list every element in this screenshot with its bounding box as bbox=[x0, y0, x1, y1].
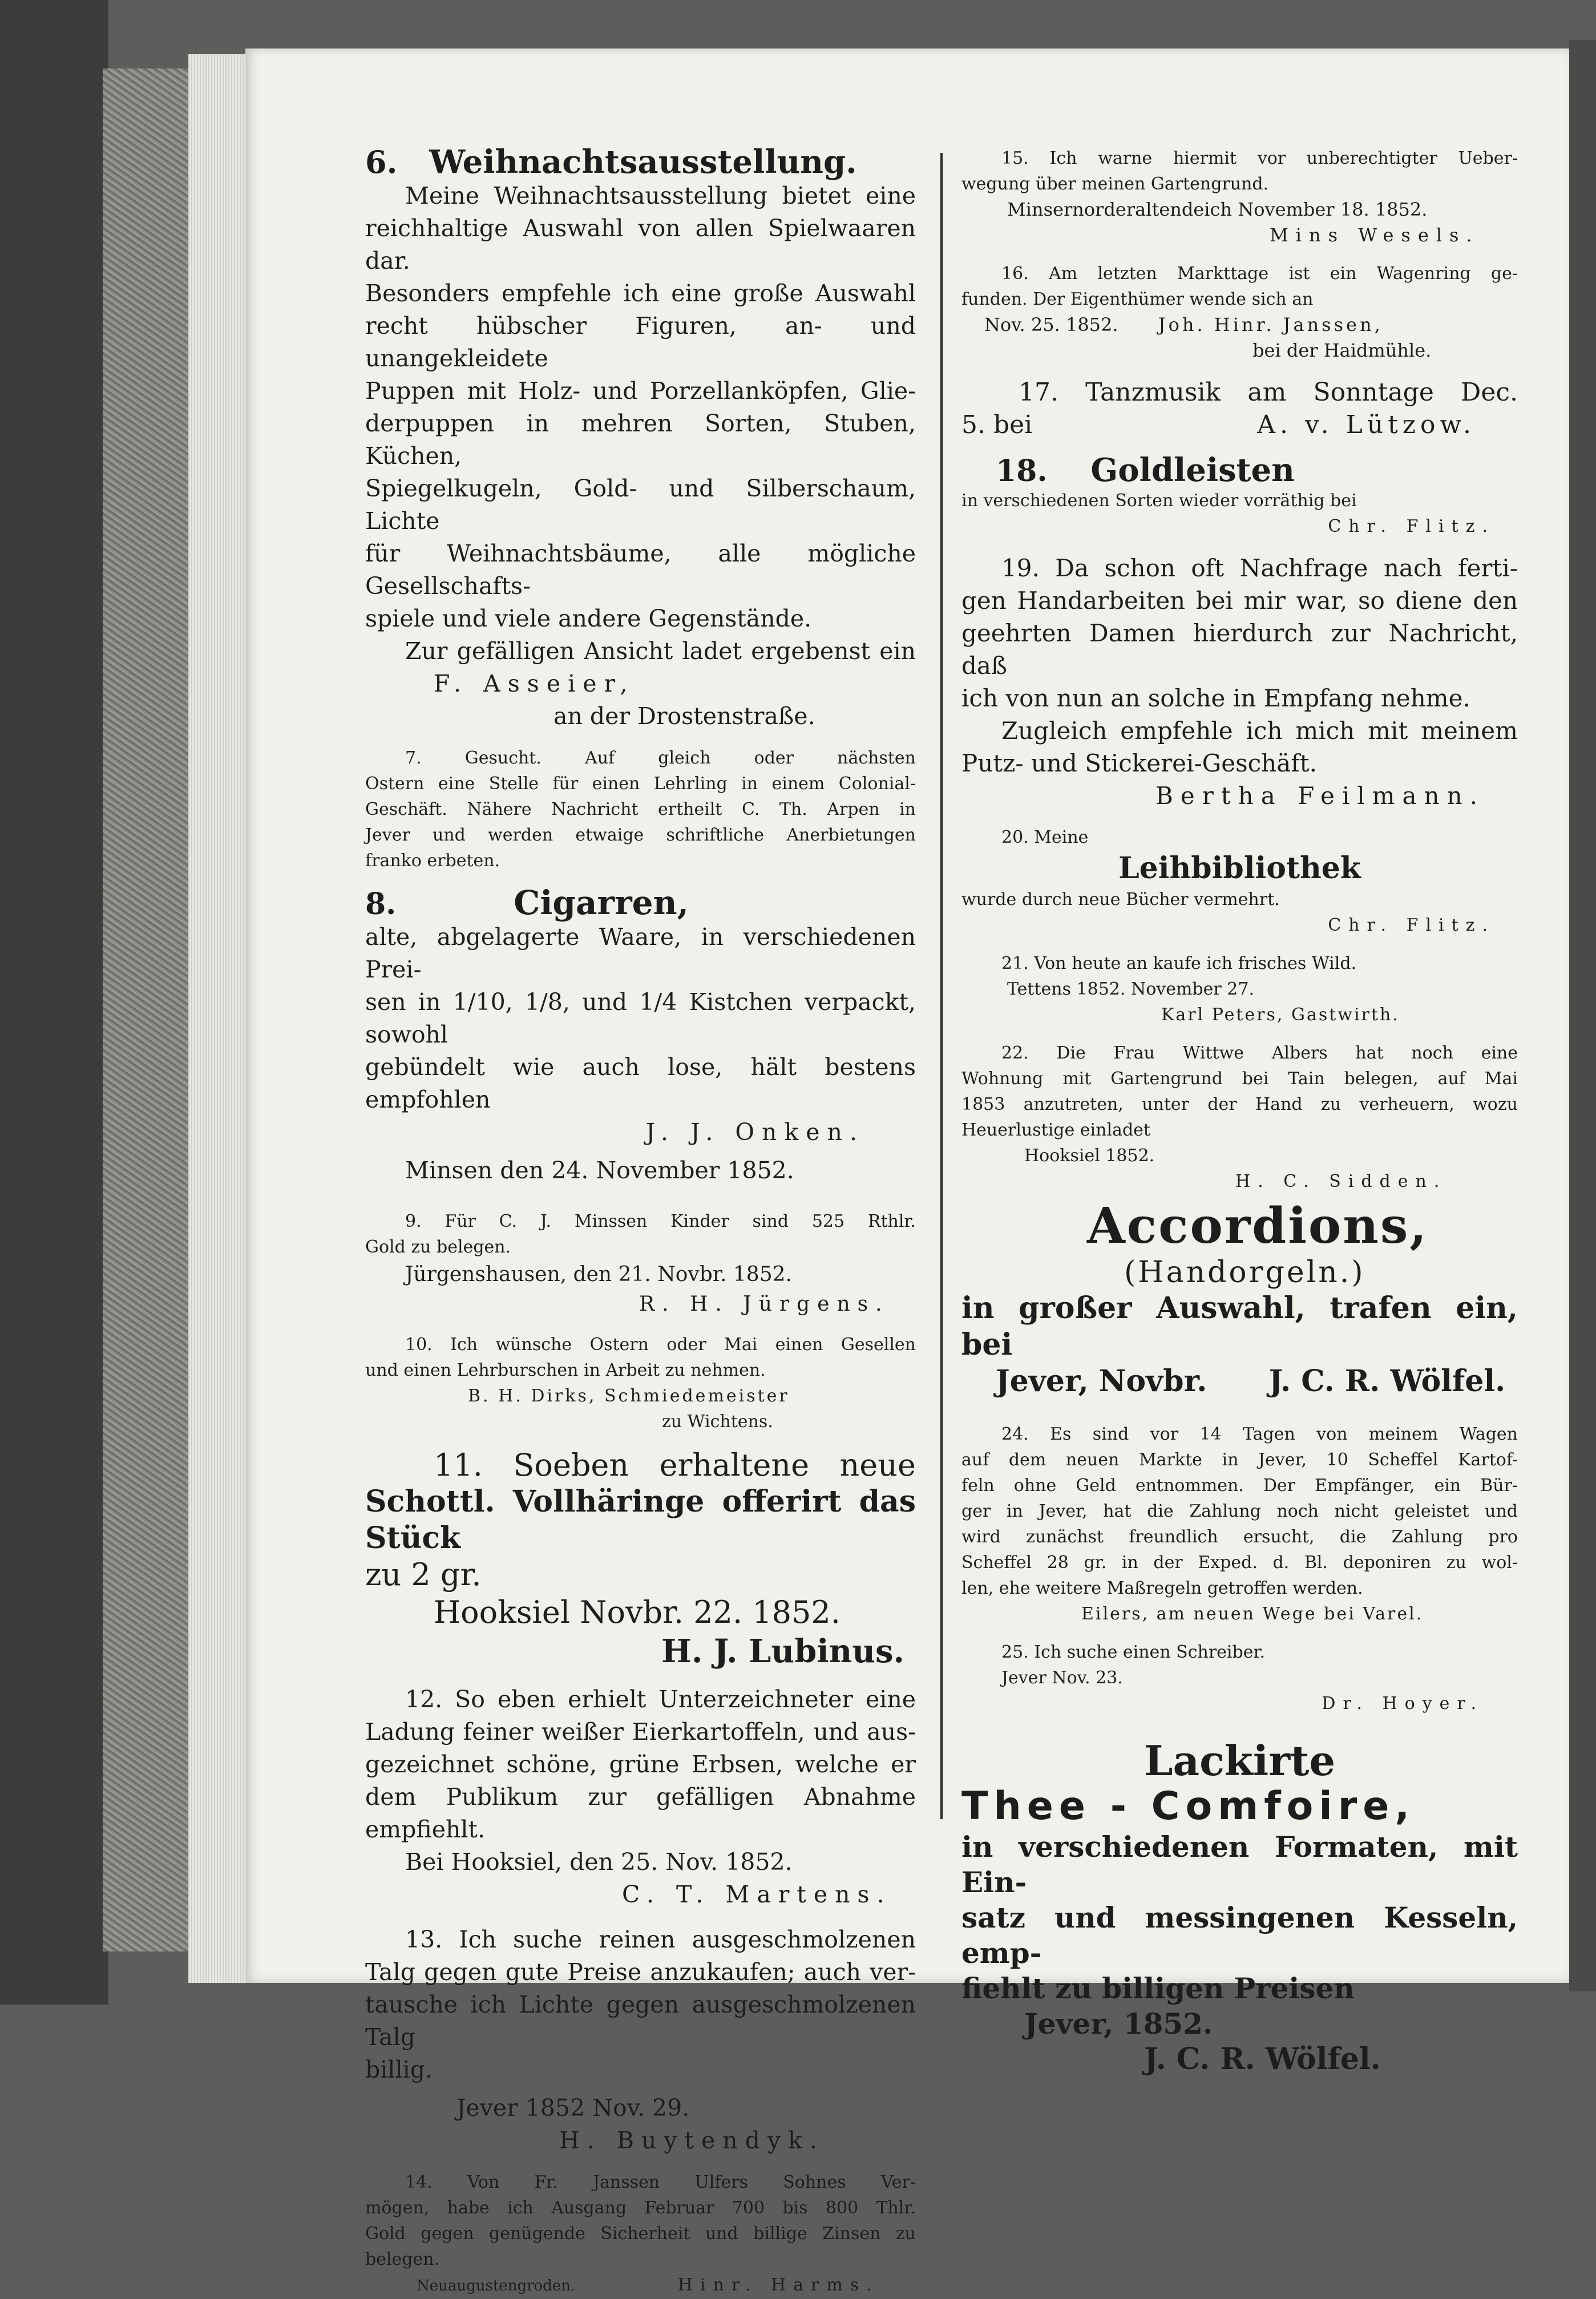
ad-title: Leihbibliothek bbox=[1118, 851, 1361, 886]
ad-signature: C. T. Martens. bbox=[622, 1881, 892, 1908]
ad-text-line: dem Publikum zur gefälligen Abnahme empfiehlt. bbox=[365, 1783, 916, 1843]
ad-signature-address: bei der Haidmühle. bbox=[1252, 340, 1432, 361]
ad-15 bbox=[961, 146, 1518, 248]
ad-text-line: in verschiedenen Formaten, mit Ein- bbox=[961, 1830, 1518, 1899]
ad-text-line: ger in Jever, hat die Zahlung noch nicht geleistet und bbox=[961, 1501, 1518, 1521]
ad-text-line: in verschiedenen Sorten wieder vorräthig bei bbox=[961, 491, 1357, 511]
ad-text-line: Talg gegen gute Preise anzukaufen; auch ver- bbox=[365, 1958, 916, 1986]
ad-text-line: alte, abgelagerte Waare, in verschiedenen Prei- bbox=[365, 923, 916, 983]
ad-signature: H. J. Lubinus. bbox=[661, 1633, 904, 1670]
ad-text-line: Scheffel 28 gr. in der Exped. d. Bl. deponiren zu wol- bbox=[961, 1553, 1518, 1573]
ad-text: Jever, Novbr. bbox=[996, 1364, 1207, 1399]
ad-signature-address: an der Drostenstraße. bbox=[553, 702, 815, 730]
ad-10 bbox=[365, 1332, 916, 1435]
ad-text-line: mögen, habe ich Ausgang Februar 700 bis 800 Thlr. bbox=[365, 2198, 916, 2218]
ad-text-line: Jever, 1852. bbox=[1024, 2007, 1213, 2041]
ad-title: Cigarren, bbox=[514, 883, 689, 922]
ad-signature: Chr. Flitz. bbox=[1328, 516, 1495, 536]
ad-22 bbox=[961, 1040, 1518, 1194]
ad-text-line: 14. Von Fr. Janssen Ulfers Sohnes Ver- bbox=[405, 2172, 916, 2192]
ad-text-line: 17. Tanzmusik am Sonntage Dec. bbox=[1019, 378, 1518, 407]
ad-signature: H. C. Sidden. bbox=[1235, 1171, 1447, 1191]
ad-title: Lackirte bbox=[1144, 1736, 1336, 1785]
ad-25 bbox=[961, 1639, 1518, 1716]
ad-text-line: 12. So eben erhielt Unterzeichneter eine bbox=[405, 1686, 916, 1713]
ad-text-line: len, ehe weitere Maßregeln getroffen werden. bbox=[961, 1578, 1363, 1598]
background-strip bbox=[1569, 40, 1596, 1991]
ad-signature: Bertha Feilmann. bbox=[1155, 782, 1485, 810]
ad-text-line: fiehlt zu billigen Preisen bbox=[961, 1971, 1355, 2005]
ad-signature: Joh. Hinr. Janssen, bbox=[1158, 314, 1383, 336]
ad-title: Goldleisten bbox=[1090, 451, 1295, 489]
ad-signature: J. J. Onken. bbox=[645, 1118, 864, 1146]
ad-signature: J. C. R. Wölfel. bbox=[1144, 2042, 1381, 2076]
ad-text-line: Heuerlustige einladet bbox=[961, 1120, 1150, 1140]
ad-signature: B. H. Dirks, Schmiedemeister bbox=[468, 1386, 790, 1406]
ad-text-line: Wohnung mit Gartengrund bei Tain belegen, auf Mai bbox=[961, 1069, 1518, 1089]
ad-text-line: 19. Da schon oft Nachfrage nach ferti- bbox=[1001, 554, 1518, 582]
ad-text-line: ich von nun an solche in Empfang nehme. bbox=[961, 684, 1470, 712]
ad-19 bbox=[961, 552, 1518, 812]
ad-text-line: gebündelt wie auch lose, hält bestens empfohlen bbox=[365, 1053, 916, 1113]
ad-signature: Karl Peters, Gastwirth. bbox=[1161, 1005, 1400, 1025]
ad-text-line: Zugleich empfehle ich mich mit meinem bbox=[1001, 717, 1518, 745]
ad-text-line: Ostern eine Stelle für einen Lehrling in einem Colonial- bbox=[365, 774, 916, 794]
ad-17-line2 bbox=[961, 409, 1518, 441]
ad-text-line: gen Handarbeiten bei mir war, so diene den bbox=[961, 587, 1518, 615]
ad-text-line: zu 2 gr. bbox=[365, 1557, 482, 1593]
ad-text-line: Ladung feiner weißer Eierkartoffeln, und aus- bbox=[365, 1718, 916, 1746]
ad-text: 5. bei bbox=[961, 410, 1033, 439]
ad-text-line: Schottl. Vollhäringe offerirt das Stück bbox=[365, 1484, 916, 1555]
ad-26 bbox=[961, 1738, 1518, 2077]
ad-text-line: gezeichnet schöne, grüne Erbsen, welche er bbox=[365, 1751, 916, 1778]
ad-text-line: sen in 1/10, 1/8, und 1/4 Kistchen verpackt, sowohl bbox=[365, 988, 916, 1048]
ad-text-line: 15. Ich warne hiermit vor unberechtigter Ueber- bbox=[1001, 148, 1518, 168]
ad-date: Jever Nov. 23. bbox=[1001, 1668, 1123, 1688]
ad-text-line: Spiegelkugeln, Gold- und Silberschaum, Lichte bbox=[365, 475, 916, 535]
ad-subtitle: (Handorgeln.) bbox=[1124, 1255, 1365, 1290]
ad-text-line: Putz- und Stickerei-Geschäft. bbox=[961, 749, 1318, 777]
ad-signature: Mins Wesels. bbox=[1270, 224, 1480, 246]
ad-20 bbox=[961, 825, 1518, 938]
ad-18-heading bbox=[961, 451, 1518, 489]
ad-23-footer bbox=[961, 1363, 1518, 1400]
book-spine bbox=[0, 0, 108, 2005]
ad-16-footer bbox=[961, 312, 1518, 338]
ad-date: Minsen den 24. November 1852. bbox=[405, 1157, 794, 1184]
column-divider bbox=[940, 153, 943, 1819]
ad-text-line: 21. Von heute an kaufe ich frisches Wild. bbox=[1001, 953, 1357, 973]
ad-place-date: Hooksiel 1852. bbox=[1024, 1146, 1155, 1166]
ad-14-footer bbox=[365, 2272, 916, 2299]
ad-9 bbox=[365, 1209, 916, 1319]
ad-text-line: 7. Gesucht. Auf gleich oder nächsten bbox=[405, 748, 916, 768]
ad-date: Tettens 1852. November 27. bbox=[1007, 979, 1254, 999]
ad-text-line: 1853 anzutreten, unter der Hand zu verheuern, wozu bbox=[961, 1094, 1518, 1114]
ad-23 bbox=[961, 1198, 1518, 1400]
ad-text-line: franko erbeten. bbox=[365, 851, 500, 871]
left-column bbox=[365, 143, 916, 2295]
ad-text-line: funden. Der Eigenthümer wende sich an bbox=[961, 289, 1314, 309]
ad-text-line: belegen. bbox=[365, 2249, 440, 2269]
ad-text-line: und einen Lehrburschen in Arbeit zu nehmen. bbox=[365, 1360, 766, 1380]
ad-signature: J. C. R. Wölfel. bbox=[1268, 1364, 1506, 1399]
right-column bbox=[961, 146, 1518, 2076]
ad-number: 18. bbox=[996, 454, 1048, 488]
ad-date: Nov. 25. 1852. bbox=[984, 314, 1118, 336]
ad-number: 8. bbox=[365, 887, 397, 922]
ad-17 bbox=[961, 376, 1518, 441]
ad-text-line: 20. Meine bbox=[1001, 827, 1089, 847]
ad-7 bbox=[365, 745, 916, 874]
ad-text-line: feln ohne Geld entnommen. Der Empfänger, ein Bür- bbox=[961, 1476, 1518, 1496]
ad-text-line: wegung über meinen Gartengrund. bbox=[961, 174, 1269, 194]
ad-text-line: 16. Am letzten Markttage ist ein Wagenring ge- bbox=[1001, 264, 1518, 284]
ad-14 bbox=[365, 2169, 916, 2299]
ad-signature: Dr. Hoyer. bbox=[1322, 1694, 1484, 1714]
ad-date: Hooksiel Novbr. 22. 1852. bbox=[434, 1594, 841, 1630]
ad-place: Neuaugustengroden. bbox=[417, 2277, 576, 2294]
ad-text-line: für Weihnachtsbäume, alle mögliche Gesellschafts- bbox=[365, 540, 916, 600]
ad-number: 6. bbox=[365, 144, 398, 180]
ad-text-line: wird zunächst freundlich ersucht, die Zahlung pro bbox=[961, 1527, 1518, 1547]
ad-signature: Eilers, am neuen Wege bei Varel. bbox=[1081, 1604, 1424, 1624]
ad-text-line: 9. Für C. J. Minssen Kinder sind 525 Rthlr. bbox=[405, 1211, 916, 1231]
ad-text-line: geehrten Damen hierdurch zur Nachricht, daß bbox=[961, 619, 1518, 680]
ad-title-main: Thee - Comfoire, bbox=[961, 1784, 1416, 1829]
ad-date: Jever 1852 Nov. 29. bbox=[456, 2094, 690, 2122]
ad-text-line: Jever und werden etwaige schriftliche Anerbietungen bbox=[365, 825, 916, 845]
ad-signature: H. Buytendyk. bbox=[559, 2127, 825, 2154]
ad-12 bbox=[365, 1683, 916, 1911]
ad-13 bbox=[365, 1924, 916, 2157]
ad-text-line: Besonders empfehle ich eine große Auswahl bbox=[365, 280, 916, 307]
ad-place-date: Jürgenshausen, den 21. Novbr. 1852. bbox=[405, 1263, 792, 1286]
ad-text-line: Zur gefälligen Ansicht ladet ergebenst ein bbox=[405, 637, 916, 665]
ad-text-line: auf dem neuen Markte in Jever, 10 Scheffel Kartof- bbox=[961, 1450, 1518, 1470]
ad-24 bbox=[961, 1421, 1518, 1627]
ad-title: Weihnachtsausstellung. bbox=[429, 143, 857, 181]
ad-signature: A. v. Lützow. bbox=[1257, 410, 1476, 439]
ad-place-date: Minsernorderaltendeich November 18. 1852. bbox=[1007, 199, 1428, 220]
ad-text-line: 22. Die Frau Wittwe Albers hat noch eine bbox=[1001, 1043, 1518, 1063]
ad-text-line: 10. Ich wünsche Ostern oder Mai einen Gesellen bbox=[405, 1335, 916, 1355]
ad-text-line: derpuppen in mehren Sorten, Stuben, Küchen, bbox=[365, 410, 916, 470]
ad-11 bbox=[365, 1447, 916, 1671]
ad-text-line: 13. Ich suche reinen ausgeschmolzenen bbox=[405, 1926, 916, 1953]
ad-6 bbox=[365, 143, 916, 733]
ad-signature: Hinr. Harms. bbox=[677, 2275, 879, 2295]
ad-8 bbox=[365, 883, 916, 1187]
ad-text-line: Meine Weihnachtsausstellung bietet eine bbox=[405, 182, 916, 209]
ad-signature: Chr. Flitz. bbox=[1328, 915, 1495, 935]
ad-date: Bei Hooksiel, den 25. Nov. 1852. bbox=[405, 1848, 793, 1876]
ad-8-heading bbox=[365, 883, 916, 922]
ad-signature: R. H. Jürgens. bbox=[639, 1292, 890, 1316]
ad-18 bbox=[961, 451, 1518, 539]
ad-text-line: 11. Soeben erhaltene neue bbox=[434, 1447, 916, 1483]
ad-text-line: billig. bbox=[365, 2056, 433, 2083]
ad-signature: F. Asseier, bbox=[434, 670, 635, 697]
ad-text-line: Gold zu belegen. bbox=[365, 1237, 511, 1257]
ad-text-line: recht hübscher Figuren, an- und unangekleidete bbox=[365, 312, 916, 372]
ad-text-line: wurde durch neue Bücher vermehrt. bbox=[961, 890, 1280, 910]
ad-title: Accordions, bbox=[1087, 1197, 1429, 1255]
ad-16 bbox=[961, 261, 1518, 363]
ad-signature-address: zu Wichtens. bbox=[662, 1412, 773, 1432]
ad-text-line: tausche ich Lichte gegen ausgeschmolzenen Talg bbox=[365, 1991, 916, 2051]
ad-text-line: Gold gegen genügende Sicherheit und billige Zinsen zu bbox=[365, 2224, 916, 2244]
ad-text-line: 24. Es sind vor 14 Tagen von meinem Wagen bbox=[1001, 1424, 1518, 1444]
ad-text-line: 25. Ich suche einen Schreiber. bbox=[1001, 1642, 1266, 1662]
ad-text-line: satz und messingenen Kesseln, emp- bbox=[961, 1901, 1518, 1970]
ad-text-line: in großer Auswahl, trafen ein, bei bbox=[961, 1291, 1518, 1362]
ad-text-line: Geschäft. Nähere Nachricht ertheilt C. Th. Arpen in bbox=[365, 799, 916, 819]
ad-21 bbox=[961, 951, 1518, 1028]
ad-text-line: Puppen mit Holz- und Porzellanköpfen, Glie- bbox=[365, 377, 916, 405]
ad-text-line: spiele und viele andere Gegenstände. bbox=[365, 605, 812, 632]
ad-text-line: reichhaltige Auswahl von allen Spielwaaren dar. bbox=[365, 215, 916, 274]
ad-6-heading bbox=[365, 143, 916, 181]
